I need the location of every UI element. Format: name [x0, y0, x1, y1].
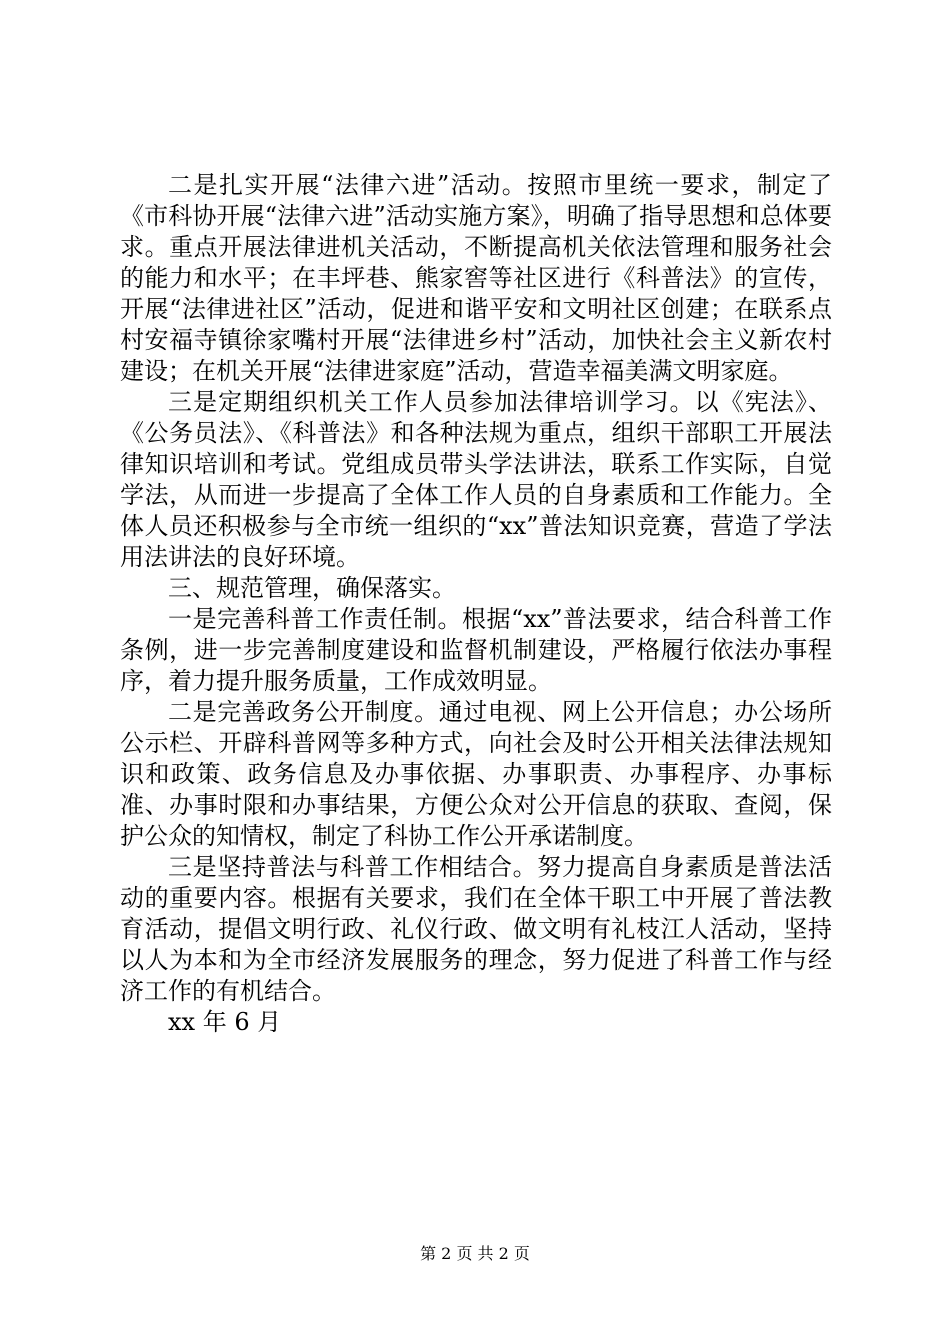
page-number: 第 2 页 共 2 页: [420, 1244, 530, 1263]
page-footer: [0, 1244, 950, 1264]
document-body: [120, 170, 832, 1038]
paragraph-law-and-science-combination: 三是坚持普法与科普工作相结合。努力提高自身素质是普法活动的重要内容。根据有关要求，我们在全体干职工中开展了普法教育活动，提倡文明行政、礼仪行政、做文明有礼枝江人活动，坚持以人为本和为全市经济发展服务的理念，努力促进了科普工作与经济工作的有机结合。: [120, 853, 832, 1005]
section-heading-standardized-management: 三、规范管理，确保落实。: [168, 574, 456, 602]
paragraph-responsibility-system: 一是完善科普工作责任制。根据“xx”普法要求，结合科普工作条例，进一步完善制度建设和监督机制建设，严格履行依法办事程序，着力提升服务质量，工作成效明显。: [120, 605, 832, 695]
document-date: xx 年 6 月: [168, 1008, 282, 1036]
paragraph-government-affairs-disclosure: 二是完善政务公开制度。通过电视、网上公开信息；办公场所公示栏、开辟科普网等多种方式，向社会及时公开相关法律法规知识和政策、政务信息及办事依据、办事职责、办事程序、办事标准、办事时限和办事结果，方便公众对公开信息的获取、查阅，保护公众的知情权，制定了科协工作公开承诺制度。: [120, 698, 832, 850]
paragraph-law-six-entries: 二是扎实开展“法律六进”活动。按照市里统一要求，制定了《市科协开展“法律六进”活动实施方案》，明确了指导思想和总体要求。重点开展法律进机关活动，不断提高机关依法管理和服务社会的能力和水平；在丰坪巷、熊家窖等社区进行《科普法》的宣传，开展“法律进社区”活动，促进和谐平安和文明社区创建；在联系点村安福寺镇徐家嘴村开展“法律进乡村”活动，加快社会主义新农村建设；在机关开展“法律进家庭”活动，营造幸福美满文明家庭。: [120, 171, 832, 385]
paragraph-legal-training: 三是定期组织机关工作人员参加法律培训学习。以《宪法》、《公务员法》、《科普法》和各种法规为重点，组织干部职工开展法律知识培训和考试。党组成员带头学法讲法，联系工作实际，自觉学法，从而进一步提高了全体工作人员的自身素质和工作能力。全体人员还积极参与全市统一组织的“xx”普法知识竞赛，营造了学法用法讲法的良好环境。: [120, 388, 832, 571]
